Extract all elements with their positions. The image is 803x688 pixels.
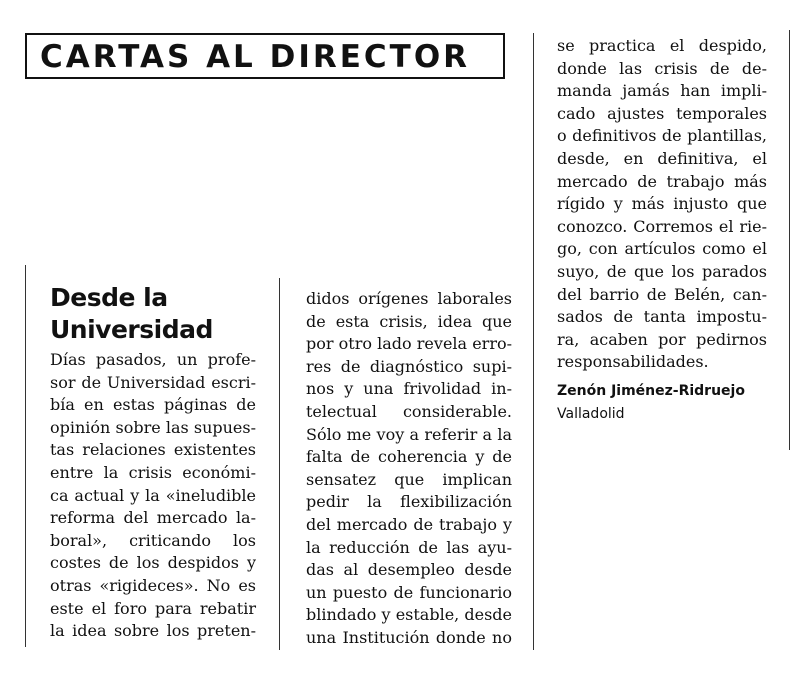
text-line: manda jamás han impli- xyxy=(557,81,767,101)
text-line: donde las crisis de de- xyxy=(557,58,767,78)
article-column-3 xyxy=(557,35,767,374)
text-line: reforma del mercado la- xyxy=(50,508,256,528)
article-headline xyxy=(50,282,213,346)
text-line: conozco. Corremos el rie- xyxy=(557,216,767,236)
text-line: sensatez que implican xyxy=(306,469,512,489)
text-line: del barrio de Belén, can- xyxy=(557,284,767,304)
text-line: go, con artículos como el xyxy=(557,239,767,259)
column-rule-center xyxy=(533,33,534,650)
headline-line: Desde la xyxy=(50,283,168,312)
text-line: del mercado de trabajo y xyxy=(306,514,512,534)
column-rule-right xyxy=(789,30,790,450)
text-line: didos orígenes laborales xyxy=(306,289,512,308)
text-line: se practica el despido, xyxy=(557,36,767,55)
author-location: Valladolid xyxy=(557,406,625,422)
text-line: este el foro para rebatir xyxy=(50,598,256,618)
column-rule-left xyxy=(25,265,26,647)
text-line: Sólo me voy a referir a la xyxy=(306,424,512,444)
text-line: por otro lado revela erro- xyxy=(306,334,512,354)
text-line: entre la crisis económi- xyxy=(50,462,256,482)
text-line: falta de coherencia y de xyxy=(306,447,512,467)
article-column-1 xyxy=(50,349,256,643)
text-line: la idea sobre los preten- xyxy=(50,621,256,641)
section-title: CARTAS AL DIRECTOR xyxy=(40,39,471,75)
text-line: cado ajustes temporales xyxy=(557,103,767,123)
text-line: rígido y más injusto que xyxy=(557,194,767,214)
section-header-box xyxy=(25,33,505,79)
text-line: boral», criticando los xyxy=(50,530,256,550)
text-line: mercado de trabajo más xyxy=(557,171,767,191)
text-line: blindado y estable, desde xyxy=(306,605,512,625)
text-line: una Institución donde no xyxy=(306,627,512,647)
headline-line: Universidad xyxy=(50,315,213,344)
text-line: costes de los despidos y xyxy=(50,553,256,573)
text-line: la reducción de las ayu- xyxy=(306,537,512,557)
text-line: responsabilidades. xyxy=(557,352,709,372)
text-line: otras «rigideces». No es xyxy=(50,575,256,595)
text-line: tas relaciones existentes xyxy=(50,440,256,460)
author-signature: Zenón Jiménez-Ridruejo xyxy=(557,383,745,399)
text-line: opinión sobre las supues- xyxy=(50,417,256,437)
text-line: das al desempleo desde xyxy=(306,560,512,580)
text-line: res de diagnóstico supi- xyxy=(306,356,512,376)
text-line: telectual considerable. xyxy=(306,401,512,421)
column-rule-middle xyxy=(279,278,280,650)
text-line: ra, acaben por pedirnos xyxy=(557,329,767,349)
text-line: Días pasados, un profe- xyxy=(50,350,256,369)
text-line: bía en estas páginas de xyxy=(50,395,256,415)
article-column-2 xyxy=(306,288,512,650)
text-line: un puesto de funcionario xyxy=(306,582,512,602)
text-line: sados de tanta impostu- xyxy=(557,307,767,327)
text-line: sor de Universidad escri- xyxy=(50,372,256,392)
text-line: o definitivos de plantillas, xyxy=(557,126,767,146)
text-line: pedir la flexibilización xyxy=(306,492,512,512)
text-line: de esta crisis, idea que xyxy=(306,311,512,331)
text-line: desde, en definitiva, el xyxy=(557,148,767,168)
text-line: nos y una frivolidad in- xyxy=(306,379,512,399)
text-line: suyo, de que los parados xyxy=(557,261,767,281)
text-line: ca actual y la «ineludible xyxy=(50,485,256,505)
